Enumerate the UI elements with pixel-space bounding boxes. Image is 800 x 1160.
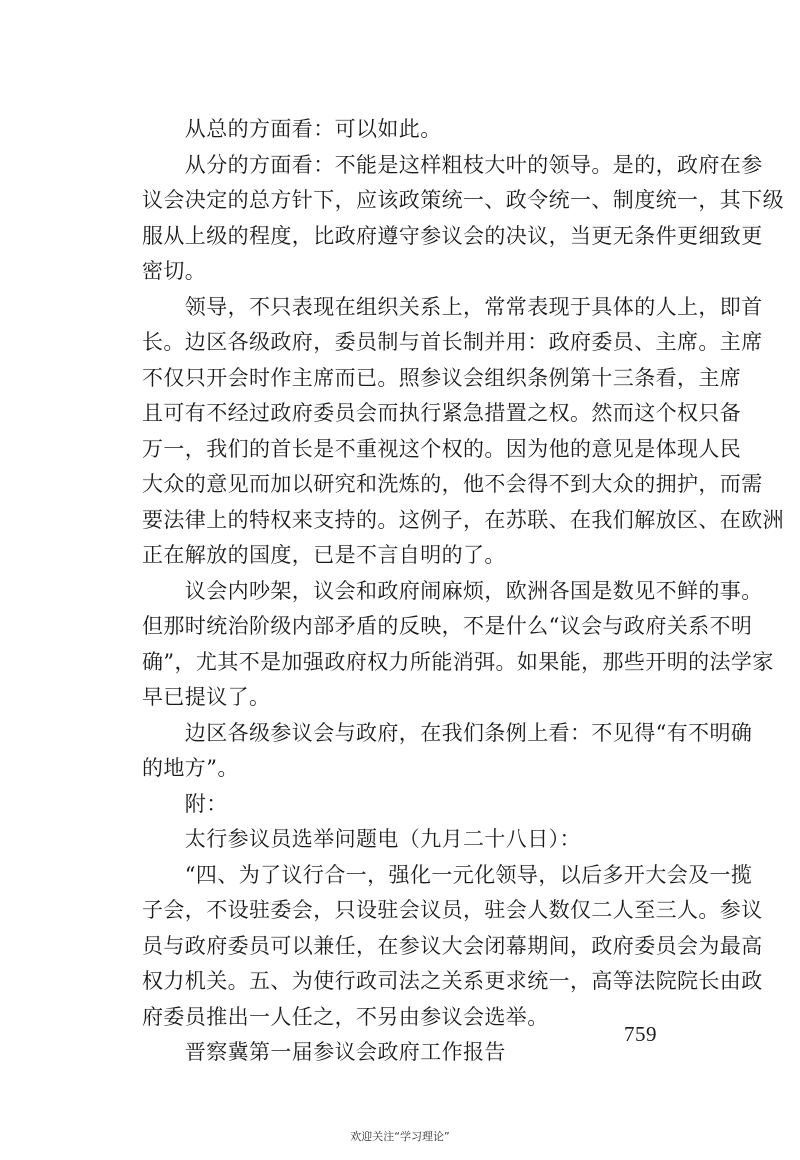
- text-line: 要法律上的特权来支持的。这例子，在苏联、在我们解放区、在欧洲: [142, 507, 784, 532]
- text-line: 不仅只开会时作主席而已。照参议会组织条例第十三条看，主席: [142, 365, 742, 390]
- text-line: “四、为了议行合一，强化一元化领导，以后多开大会及一揽: [142, 862, 753, 887]
- page-number: 759: [624, 1022, 657, 1046]
- text-line: 确”，尤其不是加强政府权力所能消弭。如果能，那些开明的法学家: [142, 649, 774, 674]
- text-line: 权力机关。五、为使行政司法之关系更求统一，高等法院院长由政: [142, 969, 763, 993]
- text-line: 服从上级的程度，比政府遵守参议会的决议，当更无条件更细致更: [142, 223, 763, 248]
- text-line: 的地方”。: [142, 756, 239, 780]
- text-line: 但那时统治阶级内部矛盾的反映，不是什么“议会与政府关系不明: [142, 614, 753, 638]
- text-line: 密切。: [142, 259, 207, 283]
- text-line: 领导，不只表现在组织关系上，常常表现于具体的人上，即首: [142, 294, 763, 319]
- text-line: 府委员推出一人任之，不另由参议会选举。: [142, 1004, 549, 1029]
- text-line: 议会内吵架，议会和政府闹麻烦，欧洲各国是数见不鲜的事。: [142, 578, 763, 603]
- text-line: 正在解放的国度，已是不言自明的了。: [142, 543, 506, 567]
- text-line: 早已提议了。: [142, 685, 271, 709]
- text-line: 大众的意见而加以研究和洗炼的，他不会得不到大众的拥护，而需: [142, 472, 763, 496]
- body-text: [142, 112, 784, 1071]
- paragraph-text: [142, 112, 784, 1071]
- text-line: 子会，不设驻委会，只设驻会议员，驻会人数仅二人至三人。参议: [142, 898, 763, 922]
- text-line: 从总的方面看：可以如此。: [142, 117, 442, 141]
- text-line: 议会决定的总方针下，应该政策统一、政令统一、制度统一，其下级: [142, 188, 784, 212]
- text-line: 且可有不经过政府委员会而执行紧急措置之权。然而这个权只备: [142, 401, 742, 425]
- text-line: 长。边区各级政府，委员制与首长制并用：政府委员、主席。主席: [142, 330, 763, 354]
- text-line: 员与政府委员可以兼任，在参议大会闭幕期间，政府委员会为最高: [142, 933, 763, 958]
- text-line: 从分的方面看：不能是这样粗枝大叶的领导。是的，政府在参: [142, 152, 763, 177]
- text-line: 附：: [142, 791, 228, 816]
- text-line: 万一，我们的首长是不重视这个权的。因为他的意见是体现人民: [142, 436, 742, 461]
- text-line: 太行参议员选举问题电（九月二十八日）：: [142, 827, 581, 851]
- text-line: 晋察冀第一届参议会政府工作报告: [142, 1040, 506, 1064]
- text-line: 边区各级参议会与政府，在我们条例上看：不见得“有不明确: [142, 720, 753, 745]
- footer-watermark-text: 欢迎关注“学习理论”: [350, 1130, 450, 1143]
